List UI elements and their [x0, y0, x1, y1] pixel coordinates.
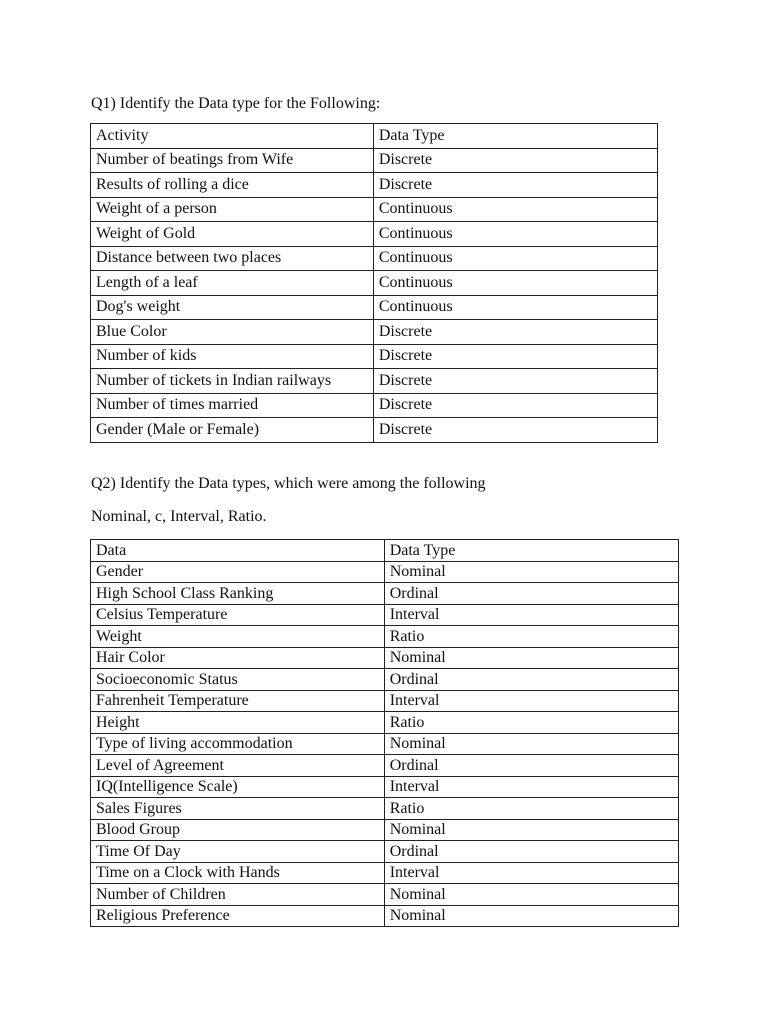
q1-item-cell: Weight of a person — [91, 197, 374, 222]
q1-item-cell: Number of times married — [91, 393, 374, 418]
q2-title: Q2) Identify the Data types, which were among the following — [91, 475, 486, 492]
table-row — [91, 626, 679, 648]
table-row — [91, 712, 679, 734]
table-row — [91, 819, 679, 841]
q2-type-cell: Ratio — [384, 712, 678, 734]
q2-item-cell: Fahrenheit Temperature — [91, 690, 385, 712]
q2-subtitle: Nominal, c, Interval, Ratio. — [91, 508, 267, 525]
q2-item-cell: Gender — [91, 561, 385, 583]
q1-type-cell: Continuous — [373, 246, 657, 271]
q1-type-cell: Discrete — [373, 393, 657, 418]
table-row — [91, 583, 679, 605]
q1-item-cell: Dog's weight — [91, 295, 374, 320]
table-row — [91, 320, 658, 345]
table-row — [91, 344, 658, 369]
q2-type-cell: Nominal — [384, 733, 678, 755]
table-row — [91, 173, 658, 198]
table-row — [91, 862, 679, 884]
table-row — [91, 755, 679, 777]
q2-item-cell: Weight — [91, 626, 385, 648]
q2-type-cell: Nominal — [384, 647, 678, 669]
q1-type-cell: Discrete — [373, 418, 657, 443]
q2-type-cell: Ordinal — [384, 583, 678, 605]
q2-type-cell: Ratio — [384, 626, 678, 648]
q2-item-cell: Time Of Day — [91, 841, 385, 863]
q1-table-body — [91, 124, 658, 443]
q2-type-cell: Interval — [384, 604, 678, 626]
table-row — [91, 418, 658, 443]
table-row — [91, 733, 679, 755]
q2-type-cell: Interval — [384, 862, 678, 884]
q1-type-cell: Discrete — [373, 320, 657, 345]
table-row — [91, 647, 679, 669]
table-row — [91, 884, 679, 906]
q2-type-cell: Nominal — [384, 884, 678, 906]
table-row — [91, 561, 679, 583]
q1-type-cell: Discrete — [373, 344, 657, 369]
q2-item-cell: Hair Color — [91, 647, 385, 669]
q2-data-type-table — [90, 539, 679, 927]
q2-item-cell: Socioeconomic Status — [91, 669, 385, 691]
q2-item-cell: Level of Agreement — [91, 755, 385, 777]
q2-item-cell: Number of Children — [91, 884, 385, 906]
q1-type-cell: Discrete — [373, 369, 657, 394]
q1-title: Q1) Identify the Data type for the Following: — [91, 95, 381, 112]
q2-type-cell: Interval — [384, 776, 678, 798]
q1-item-cell: Number of beatings from Wife — [91, 148, 374, 173]
q2-type-cell: Ordinal — [384, 841, 678, 863]
q2-header-row — [91, 540, 679, 562]
table-row — [91, 271, 658, 296]
q2-type-cell: Ordinal — [384, 669, 678, 691]
table-row — [91, 905, 679, 927]
table-row — [91, 798, 679, 820]
table-row — [91, 669, 679, 691]
table-row — [91, 295, 658, 320]
q2-type-cell: Nominal — [384, 561, 678, 583]
q2-item-cell: Celsius Temperature — [91, 604, 385, 626]
table-row — [91, 776, 679, 798]
q2-item-cell: Type of living accommodation — [91, 733, 385, 755]
table-row — [91, 604, 679, 626]
table-row — [91, 197, 658, 222]
q2-item-cell: Sales Figures — [91, 798, 385, 820]
q2-item-cell: IQ(Intelligence Scale) — [91, 776, 385, 798]
q1-item-cell: Length of a leaf — [91, 271, 374, 296]
q2-table-body — [91, 540, 679, 927]
q1-item-cell: Blue Color — [91, 320, 374, 345]
q2-type-cell: Interval — [384, 690, 678, 712]
table-row — [91, 222, 658, 247]
q1-type-cell: Continuous — [373, 295, 657, 320]
table-row — [91, 393, 658, 418]
q2-type-cell: Ratio — [384, 798, 678, 820]
q1-header-row — [91, 124, 658, 149]
q1-type-cell: Discrete — [373, 148, 657, 173]
q1-type-cell: Continuous — [373, 222, 657, 247]
q1-item-cell: Weight of Gold — [91, 222, 374, 247]
table-row — [91, 369, 658, 394]
table-row — [91, 841, 679, 863]
q1-type-cell: Continuous — [373, 197, 657, 222]
q2-type-cell: Nominal — [384, 819, 678, 841]
q1-type-cell: Continuous — [373, 271, 657, 296]
table-row — [91, 246, 658, 271]
q2-item-cell: Religious Preference — [91, 905, 385, 927]
q2-header-type: Data Type — [384, 540, 678, 562]
q1-item-cell: Distance between two places — [91, 246, 374, 271]
q1-item-cell: Number of kids — [91, 344, 374, 369]
q1-header-type: Data Type — [373, 124, 657, 149]
q1-header-item: Activity — [91, 124, 374, 149]
q2-item-cell: Height — [91, 712, 385, 734]
q1-item-cell: Number of tickets in Indian railways — [91, 369, 374, 394]
q2-item-cell: High School Class Ranking — [91, 583, 385, 605]
q2-item-cell: Blood Group — [91, 819, 385, 841]
q1-item-cell: Results of rolling a dice — [91, 173, 374, 198]
q1-data-type-table — [90, 123, 658, 443]
q2-type-cell: Nominal — [384, 905, 678, 927]
q2-header-item: Data — [91, 540, 385, 562]
q2-item-cell: Time on a Clock with Hands — [91, 862, 385, 884]
q1-item-cell: Gender (Male or Female) — [91, 418, 374, 443]
table-row — [91, 690, 679, 712]
table-row — [91, 148, 658, 173]
q1-type-cell: Discrete — [373, 173, 657, 198]
q2-type-cell: Ordinal — [384, 755, 678, 777]
